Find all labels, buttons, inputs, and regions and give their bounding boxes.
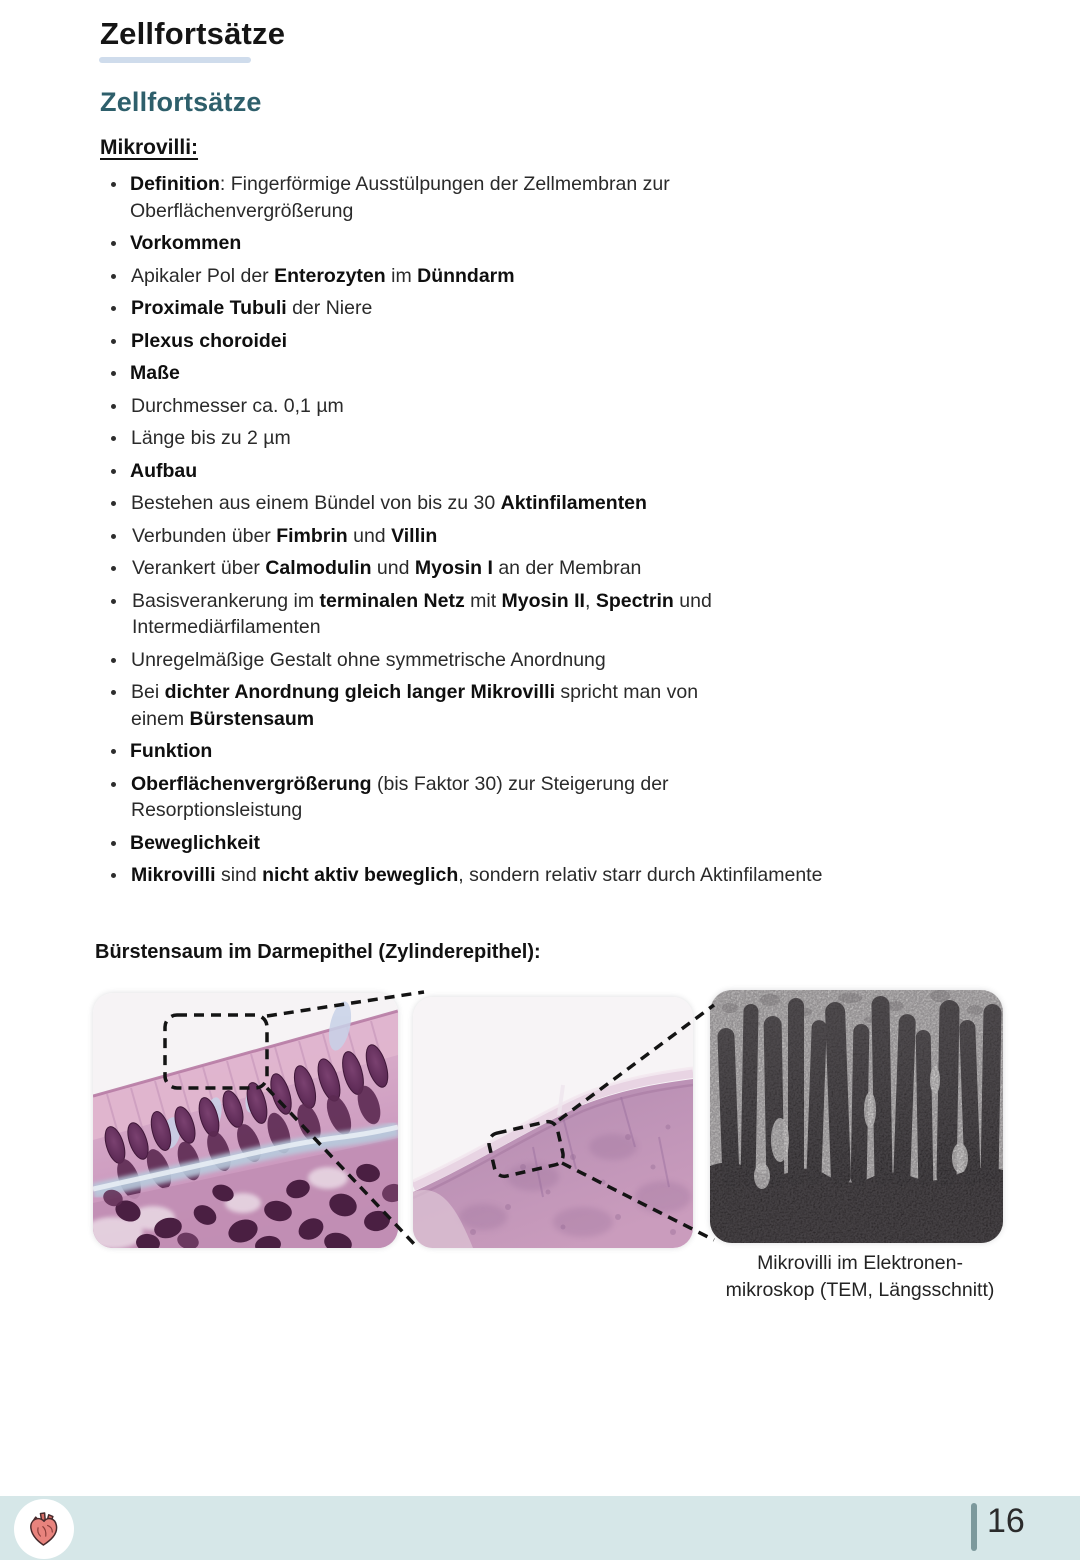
page-footer bbox=[0, 1496, 1080, 1560]
list-item: Maße bbox=[107, 360, 997, 387]
list-item: Basisverankerung im terminalen Netz mit Myosin II, Spectrin und Intermediärfilamenten bbox=[107, 588, 997, 641]
tem-microvilli-image bbox=[710, 990, 1003, 1243]
tem-image-caption bbox=[660, 1250, 1060, 1303]
list-item: Mikrovilli sind nicht aktiv beweglich, sondern relativ starr durch Aktinfilamente bbox=[107, 862, 997, 889]
list-item: Beweglichkeit bbox=[107, 830, 997, 857]
section-heading: Zellfortsätze bbox=[100, 87, 262, 117]
footer-logo-circle bbox=[14, 1499, 74, 1559]
page-number: 16 bbox=[987, 1502, 1025, 1540]
list-item: Plexus choroidei bbox=[107, 328, 997, 355]
list-item: Verbunden über Fimbrin und Villin bbox=[107, 523, 997, 550]
page-title: Zellfortsätze bbox=[100, 16, 286, 51]
caption-line-1: Mikrovilli im Elektronen- bbox=[757, 1252, 963, 1274]
histology-overview-image bbox=[93, 993, 398, 1248]
list-item: Verankert über Calmodulin und Myosin I an der Membran bbox=[107, 555, 997, 582]
list-item: Oberflächenvergrößerung (bis Faktor 30) zur Steigerung der Resorptionsleistung bbox=[107, 771, 997, 824]
histology-overview-art bbox=[93, 993, 398, 1248]
subsection-heading: Mikrovilli: bbox=[100, 136, 199, 159]
page-number-bar bbox=[971, 1503, 977, 1551]
list-item: Durchmesser ca. 0,1 µm bbox=[107, 393, 997, 420]
title-underline bbox=[99, 57, 251, 63]
list-item: Länge bis zu 2 µm bbox=[107, 425, 997, 452]
figure-label: Bürstensaum im Darmepithel (Zylinderepithel): bbox=[95, 941, 541, 963]
microvilli-list bbox=[107, 171, 997, 895]
list-item: Vorkommen bbox=[107, 230, 997, 257]
anatomical-heart-icon bbox=[25, 1510, 63, 1548]
caption-line-2: mikroskop (TEM, Längsschnitt) bbox=[725, 1278, 995, 1301]
list-item: Unregelmäßige Gestalt ohne symmetrische Anordnung bbox=[107, 647, 997, 674]
histology-detail-image bbox=[413, 997, 693, 1248]
list-item: Bestehen aus einem Bündel von bis zu 30 Aktinfilamenten bbox=[107, 490, 997, 517]
tem-microvilli-art bbox=[710, 990, 1003, 1243]
histology-detail-art bbox=[413, 997, 693, 1248]
list-item: Bei dichter Anordnung gleich langer Mikrovilli spricht man von einem Bürstensaum bbox=[107, 679, 997, 732]
list-item: Funktion bbox=[107, 738, 997, 765]
list-item: Definition: Fingerförmige Ausstülpungen der Zellmembran zur Oberflächenvergrößerung bbox=[107, 171, 997, 224]
list-item: Proximale Tubuli der Niere bbox=[107, 295, 997, 322]
list-item: Aufbau bbox=[107, 458, 997, 485]
list-item: Apikaler Pol der Enterozyten im Dünndarm bbox=[107, 263, 997, 290]
